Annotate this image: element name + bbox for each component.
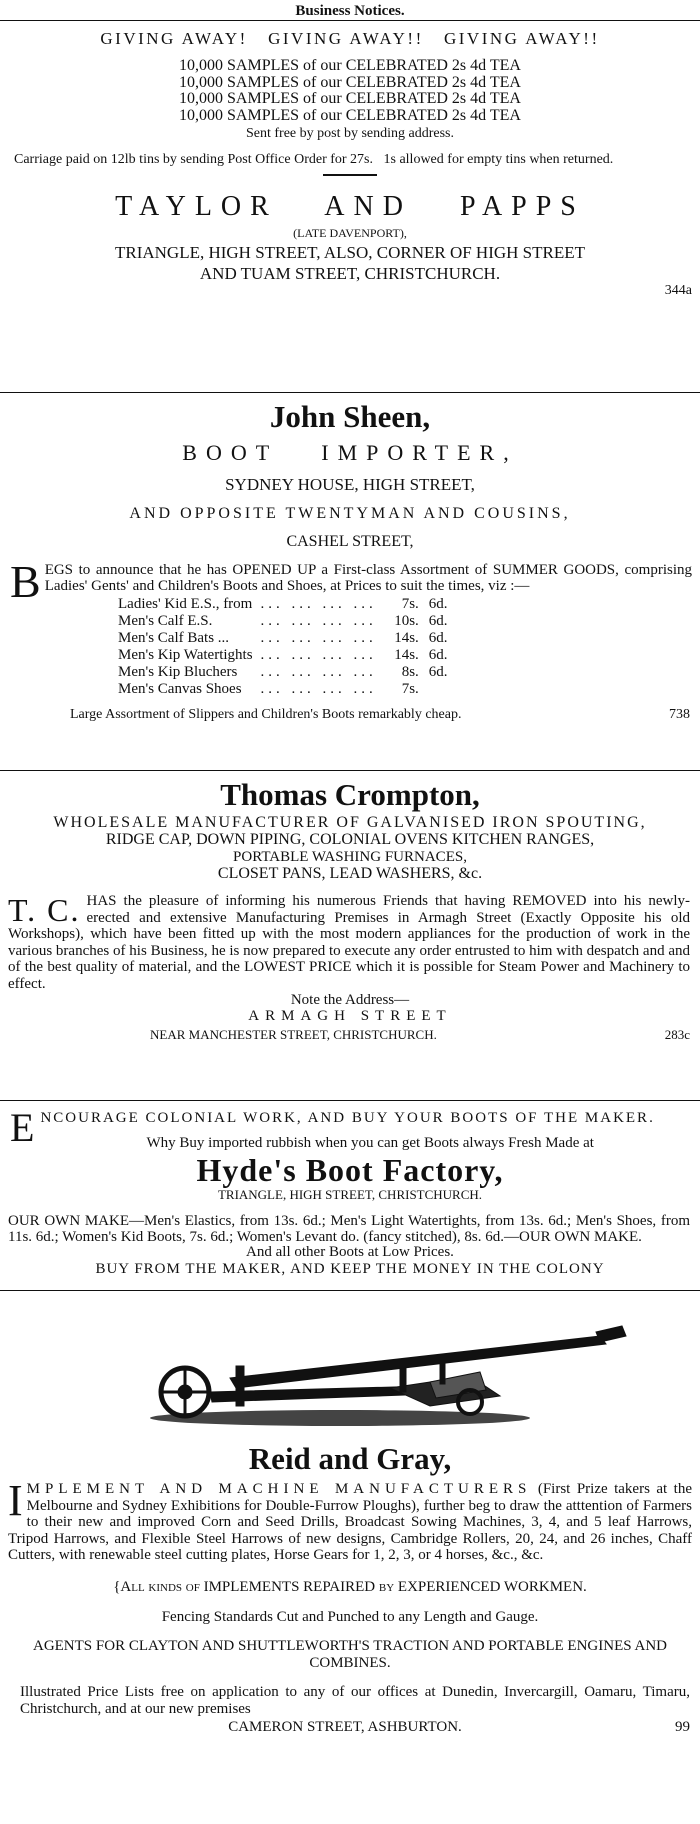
- divider: [0, 1290, 700, 1291]
- divider-wrap: [0, 1290, 700, 1291]
- drop-capital: B: [10, 556, 41, 607]
- hyde-advert: [0, 1106, 700, 1278]
- trade-line: CLOSET PANS, LEAD WASHERS, &c.: [217, 865, 483, 882]
- drop-capital: T. C.: [8, 892, 81, 928]
- implement-illustration: [0, 1296, 700, 1436]
- ad-reference: 344a: [664, 283, 692, 298]
- tea-advert: [0, 26, 700, 298]
- leader-dots: ... ... ... ...: [260, 596, 377, 612]
- address-line: CASHEL STREET,: [286, 533, 414, 550]
- shillings: 10s.: [394, 613, 419, 629]
- pence: 6d.: [428, 664, 448, 680]
- address-line: AND TUAM STREET, CHRISTCHURCH.: [199, 264, 501, 283]
- divider: [0, 1100, 700, 1101]
- near-text: NEAR MANCHESTER STREET, CHRISTCHURCH.: [150, 1027, 437, 1042]
- price-row: [118, 596, 448, 613]
- section-title: Business Notices.: [295, 3, 405, 19]
- street-line: ARMAGH STREET: [248, 1008, 452, 1024]
- headline-text: NCOURAGE COLONIAL WORK, AND BUY YOUR BOOTS OF THE MAKER.: [40, 1110, 655, 1126]
- leader-dots: ... ... ... ...: [260, 681, 377, 697]
- drop-capital: E: [10, 1105, 37, 1150]
- price-row: [118, 647, 448, 664]
- shillings: 14s.: [394, 630, 419, 646]
- shillings: 14s.: [394, 647, 419, 663]
- ad-reference: 99: [675, 1718, 690, 1735]
- free-line: Sent free by post by sending address.: [245, 126, 455, 141]
- fencing-line: Fencing Standards Cut and Punched to any Length and Gauge.: [161, 1608, 539, 1625]
- price-lists-line: Illustrated Price Lists free on application to any of our offices at Dunedin, Invercargill, Oamaru, Timaru, Christchurch, and at our new premises: [20, 1683, 690, 1717]
- late-name: (LATE DAVENPORT),: [293, 226, 407, 240]
- hyde-address: TRIANGLE, HIGH STREET, CHRISTCHURCH.: [217, 1187, 483, 1202]
- repaired-line: {All kinds of IMPLEMENTS REPAIRED by EXPERIENCED WORKMEN.: [113, 1578, 587, 1595]
- tea-headline: GIVING AWAY! GIVING AWAY!! GIVING AWAY!!: [100, 29, 600, 48]
- hyde-body: OUR OWN MAKE—Men's Elastics, from 13s. 6d.; Men's Light Watertights, from 13s. 6d.; Men's Shoes, from 11s. 6d.; Women's Kid Boots, 7s. 6d.; Women's Levant do. (fancy stitched), 8s. 6d.—OUR OWN MAKE.: [8, 1213, 690, 1245]
- sample-line: 10,000 SAMPLES of our CELEBRATED 2s 4d TEA: [179, 90, 521, 107]
- short-divider: [323, 174, 377, 176]
- shillings: 8s.: [401, 664, 419, 680]
- headline-text: MPLEMENT AND MACHINE MANUFACTURERS: [26, 1481, 532, 1497]
- firm-name: TAYLOR AND PAPPS: [115, 191, 585, 222]
- agents-line: AGENTS FOR CLAYTON AND SHUTTLEWORTH'S TRACTION AND PORTABLE ENGINES AND COMBINES.: [32, 1637, 668, 1671]
- crompton-name: Thomas Crompton,: [220, 777, 480, 812]
- divider: [0, 392, 700, 393]
- ad-reference: 283c: [664, 1027, 690, 1042]
- item: Men's Calf E.S.: [118, 613, 213, 629]
- price-row: [118, 630, 448, 647]
- pence: 6d.: [428, 647, 448, 663]
- crompton-body: [0, 883, 700, 992]
- leader-dots: ... ... ... ...: [260, 647, 377, 663]
- sheen-advert: [0, 398, 700, 724]
- sheen-name: John Sheen,: [269, 399, 431, 434]
- leader-dots: ... ... ... ...: [260, 630, 377, 646]
- sample-line: 10,000 SAMPLES of our CELEBRATED 2s 4d TEA: [179, 73, 521, 91]
- shillings: 7s.: [401, 681, 419, 697]
- hyde-other: And all other Boots at Low Prices.: [246, 1244, 454, 1260]
- price-row: [118, 664, 448, 681]
- trade-line: PORTABLE WASHING FURNACES,: [233, 849, 467, 865]
- price-row: [118, 613, 448, 630]
- page-header: [0, 0, 700, 21]
- reid-body: [0, 1477, 700, 1564]
- item: Men's Canvas Shoes: [118, 681, 242, 697]
- why-line: Why Buy imported rubbish when you can get Boots always Fresh Made at: [146, 1135, 594, 1151]
- reid-street: [0, 1718, 700, 1736]
- address-line: TRIANGLE, HIGH STREET, ALSO, CORNER OF HIGH STREET: [114, 243, 585, 262]
- address-line: AND OPPOSITE TWENTYMAN AND COUSINS,: [129, 505, 571, 522]
- sheen-footer: [0, 698, 700, 724]
- sheen-trade: BOOT IMPORTER,: [182, 440, 518, 465]
- shillings: 7s.: [401, 596, 419, 612]
- tea-samples: [0, 52, 700, 124]
- pence: 6d.: [428, 613, 448, 629]
- price-list: [118, 596, 448, 698]
- trade-line: RIDGE CAP, DOWN PIPING, COLONIAL OVENS KITCHEN RANGES,: [105, 831, 595, 848]
- divider-wrap: [0, 770, 700, 771]
- sample-line: 10,000 SAMPLES of our CELEBRATED 2s 4d TEA: [179, 57, 521, 74]
- reid-advert: [0, 1296, 700, 1736]
- pence: 6d.: [428, 630, 448, 646]
- item: Men's Kip Watertights: [118, 647, 253, 663]
- divider-wrap: [0, 392, 700, 393]
- street-text: CAMERON STREET, ASHBURTON.: [228, 1718, 462, 1735]
- sample-line: 10,000 SAMPLES of our CELEBRATED 2s 4d TEA: [179, 106, 521, 124]
- drop-capital: I: [8, 1476, 23, 1525]
- reid-name: Reid and Gray,: [248, 1441, 452, 1476]
- address-line: SYDNEY HOUSE, HIGH STREET,: [225, 475, 475, 494]
- near-line: [0, 1024, 700, 1044]
- leader-dots: ... ... ... ...: [260, 664, 377, 680]
- item: Ladies' Kid E.S., from: [118, 596, 253, 612]
- leader-dots: ... ... ... ...: [260, 613, 377, 629]
- item: Men's Calf Bats ...: [118, 630, 230, 646]
- divider-wrap: [0, 1100, 700, 1101]
- body-text: HAS the pleasure of informing his numerous Friends that having REMOVED into his newly-erected and extensive Manufacturing Premises in Armagh Street (Exactly Opposite his old Workshops), which have been fitted up with the most modern appliances for the production of work in the various branches of his Business, he is now prepared to execute any order entrusted to him with despatch and and of the best quality of material, and the LOWEST PRICE which it is possible for Steam Power and Machinery to effect.: [8, 893, 690, 992]
- body-text: EGS to announce that he has OPENED UP a First-class Assortment of SUMMER GOODS, comprising Ladies' Gents' and Children's Boots and Shoes, at Prices to suit the times, viz :—: [44, 562, 692, 594]
- ad-reference: 738: [669, 707, 690, 722]
- pence: 6d.: [428, 596, 448, 612]
- note-line: Note the Address—: [290, 992, 410, 1008]
- divider: [0, 20, 700, 21]
- crompton-advert: [0, 776, 700, 1044]
- hyde-slogan: BUY FROM THE MAKER, AND KEEP THE MONEY IN THE COLONY: [95, 1261, 605, 1277]
- item: Men's Kip Bluchers: [118, 664, 238, 680]
- divider: [0, 770, 700, 771]
- trade-line: WHOLESALE MANUFACTURER OF GALVANISED IRON SPOUTING,: [53, 814, 647, 831]
- body-text: (First Prize takers at the Melbourne and Sydney Exhibitions for Double-Furrow Ploughs), further beg to draw the atttention of Farmers to their new and improved Corn and Seed Drills, Broadcast Sowing Machines, 3, 4, and 5 leaf Harrows, Tripod Harrows, and Flexible Steel Harrows of new designs, Cambridge Rollers, 20, 24, and 26 inches, Chaff Cutters, with renewable steel cutting plates, Horse Gears for 1, 2, 3, or 4 horses, &c., &c.: [8, 1481, 693, 1563]
- footer-text: Large Assortment of Slippers and Children's Boots remarkably cheap.: [70, 707, 462, 722]
- price-row: [118, 681, 448, 698]
- carriage-text: Carriage paid on 12lb tins by sending Post Office Order for 27s. 1s allowed for empty tins when returned.: [14, 152, 614, 167]
- pence: [419, 681, 448, 698]
- hyde-name: Hyde's Boot Factory,: [196, 1152, 504, 1188]
